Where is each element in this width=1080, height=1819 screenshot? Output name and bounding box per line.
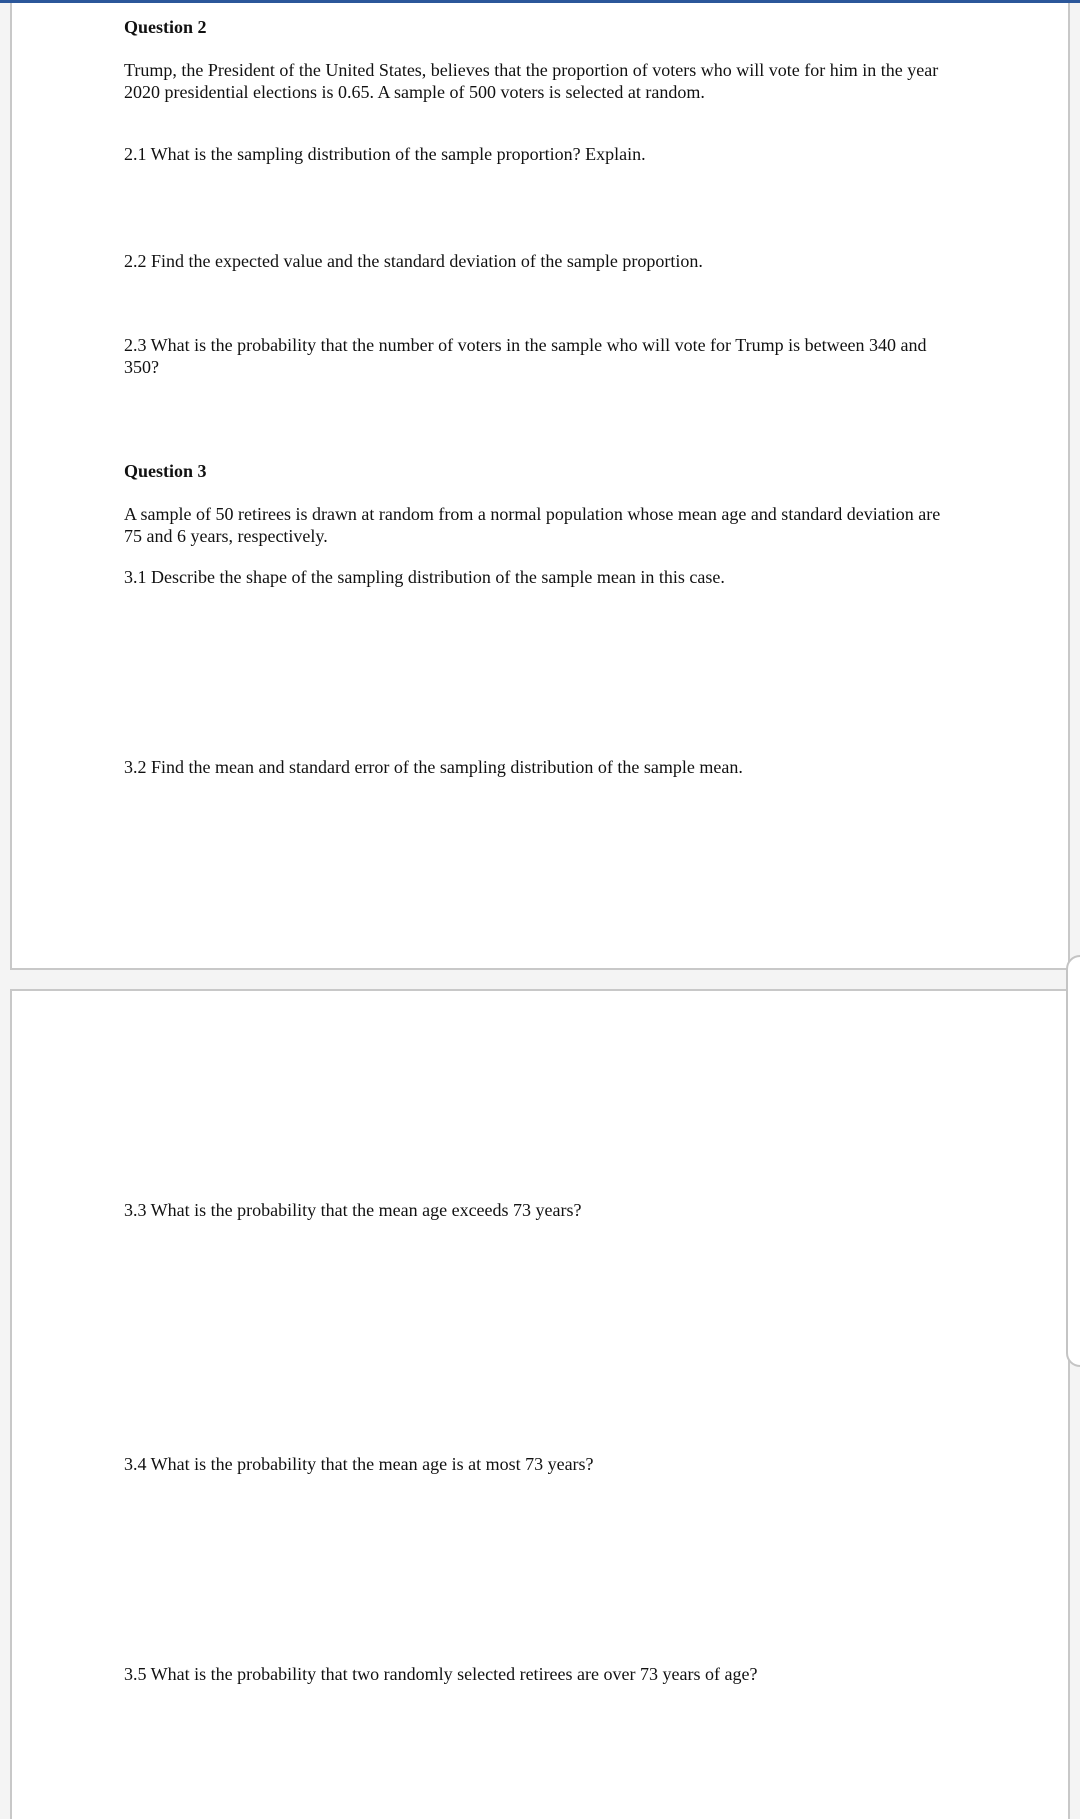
question-3-3: 3.3 What is the probability that the mean age exceeds 73 years? xyxy=(124,1200,582,1220)
document-page-2 xyxy=(10,989,1070,1819)
question-3-2: 3.2 Find the mean and standard error of the sampling distribution of the sample mean. xyxy=(124,757,743,777)
scroll-handle[interactable] xyxy=(1066,955,1080,1367)
question-3-1: 3.1 Describe the shape of the sampling distribution of the sample mean in this case. xyxy=(124,567,725,587)
question-3-4: 3.4 What is the probability that the mean age is at most 73 years? xyxy=(124,1454,594,1474)
question-2-heading: Question 2 xyxy=(124,17,207,37)
question-2-2: 2.2 Find the expected value and the standard deviation of the sample proportion. xyxy=(124,251,703,271)
question-2-3: 2.3 What is the probability that the number of voters in the sample who will vote for Trump is between 340 and 350? xyxy=(124,335,927,377)
question-2-intro: Trump, the President of the United States, believes that the proportion of voters who will vote for him in the year 2020 presidential elections is 0.65. A sample of 500 voters is selected at random. xyxy=(124,60,939,102)
question-3-intro: A sample of 50 retirees is drawn at random from a normal population whose mean age and standard deviation are 75 and 6 years, respectively. xyxy=(124,504,941,546)
question-3-heading: Question 3 xyxy=(124,461,207,481)
question-3-5: 3.5 What is the probability that two randomly selected retirees are over 73 years of age? xyxy=(124,1664,758,1684)
question-2-1: 2.1 What is the sampling distribution of the sample proportion? Explain. xyxy=(124,144,646,164)
